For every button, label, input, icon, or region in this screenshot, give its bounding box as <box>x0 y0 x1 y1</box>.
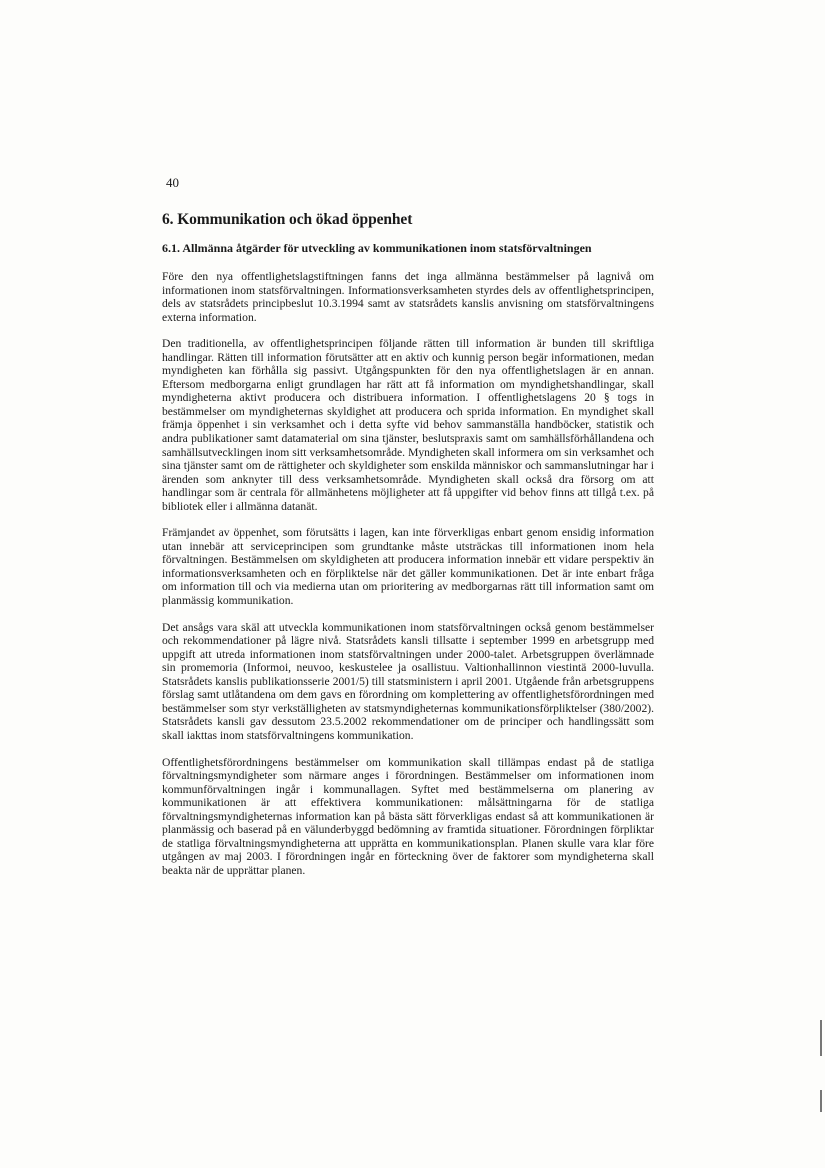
paragraph-2: Den traditionella, av offentlighetsprincipen följande rätten till information är bunden till skriftliga handlingar. Rätten till information förutsätter att en aktiv och kunnig person begär informationen, medan myndigheten kan förhålla sig passivt. Utgångspunkten för den nya offentlighetslagen är en annan. Eftersom medborgarna enligt grundlagen har rätt att få information om myndighetshandlingar, skall myndigheterna aktivt producera och distribuera information. I offentlighetslagens 20 § togs in bestämmelser om myndigheternas skyldighet att producera och sprida information. En myndighet skall främja öppenhet i sin verksamhet och i detta syfte vid behov sammanställa handböcker, statistik och andra publikationer samt datamaterial om sina tjänster, beslutspraxis samt om samhällsförhållandena och samhällsutvecklingen inom sitt verksamhetsområde. Myndigheten skall informera om sin verksamhet och sina tjänster samt om de rättigheter och skyldigheter som enskilda människor och sammanslutningar har i ärenden som anknyter till dess verksamhetsområde. Myndigheten skall också dra försorg om att handlingar som är centrala för allmänhetens möjligheter att få uppgifter vid behov finns att tillgå t.ex. på bibliotek eller i allmänna datanät. <box>162 337 654 513</box>
scan-edge-mark <box>820 1090 822 1112</box>
paragraph-3: Främjandet av öppenhet, som förutsätts i lagen, kan inte förverkligas enbart genom ensidig information utan innebär att serviceprincipen som grundtanke måste utsträckas till informationen inom hela förvaltningen. Bestämmelsen om skyldigheten att producera information innebär ett vidare perspektiv än informationsverksamheten och en förpliktelse när det gäller kommunikationen. Det är inte enbart fråga om information till och via medierna utan om prioritering av medborgarnas rätt till information samt om planmässig kommunikation. <box>162 526 654 608</box>
section-heading: 6.1. Allmänna åtgärder för utveckling av kommunikationen inom statsförvaltningen <box>162 241 592 255</box>
page-number: 40 <box>166 175 179 190</box>
paragraph-5: Offentlighetsförordningens bestämmelser om kommunikation skall tillämpas endast på de statliga förvaltningsmyndigheter som närmare anges i förordningen. Bestämmelser om informationen inom kommunförvaltningen ingår i kommunallagen. Syftet med bestämmelserna om planering av kommunikationen är att effektivera kommunikationen: målsättningarna för de statliga förvaltningsmyndigheternas information kan på bästa sätt förverkligas endast så att kommunikationen är planmässig och baserad på en välunderbyggd bedömning av framtida situationer. Förordningen förpliktar de statliga förvaltningsmyndigheterna att upprätta en kommunikationsplan. Planen skulle vara klar före utgången av maj 2003. I förordningen ingår en förteckning över de faktorer som myndigheterna skall beakta när de upprättar planen. <box>162 755 654 877</box>
chapter-heading: 6. Kommunikation och ökad öppenhet <box>162 211 413 228</box>
paragraph-1: Före den nya offentlighetslagstiftningen fanns det inga allmänna bestämmelser på lagnivå om informationen inom statsförvaltningen. Informationsverksamheten styrdes dels av offentlighetsprincipen, dels av statsrådets principbeslut 10.3.1994 samt av statsrådets kanslis anvisning om statsförvaltningens externa information. <box>162 270 654 324</box>
scan-edge-mark <box>820 1020 822 1056</box>
document-body <box>162 211 654 890</box>
paragraph-4: Det ansågs vara skäl att utveckla kommunikationen inom statsförvaltningen också genom bestämmelser och rekommendationer på lägre nivå. Statsrådets kansli tillsatte i september 1999 en arbetsgrupp med uppgift att utreda informationen inom statsförvaltningen under 2000-talet. Arbetsgruppen överlämnade sin promemoria (Informoi, neuvoo, keskustelee ja osallistuu. Valtionhallinnon viestintä 2000-luvulla. Statsrådets kanslis publikationsserie 2001/5) till statsministern i april 2001. Utgående från arbetsgruppens förslag samt utlåtandena om dem gavs en förordning om komplettering av offentlighetsförordningen med bestämmelser som styr verkställigheten av statsmyndigheternas kommunikationsförpliktelser (380/2002). Statsrådets kansli gav dessutom 23.5.2002 rekommendationer om de principer och handlingssätt som skall iakttas inom statsförvaltningens kommunikation. <box>162 620 654 742</box>
